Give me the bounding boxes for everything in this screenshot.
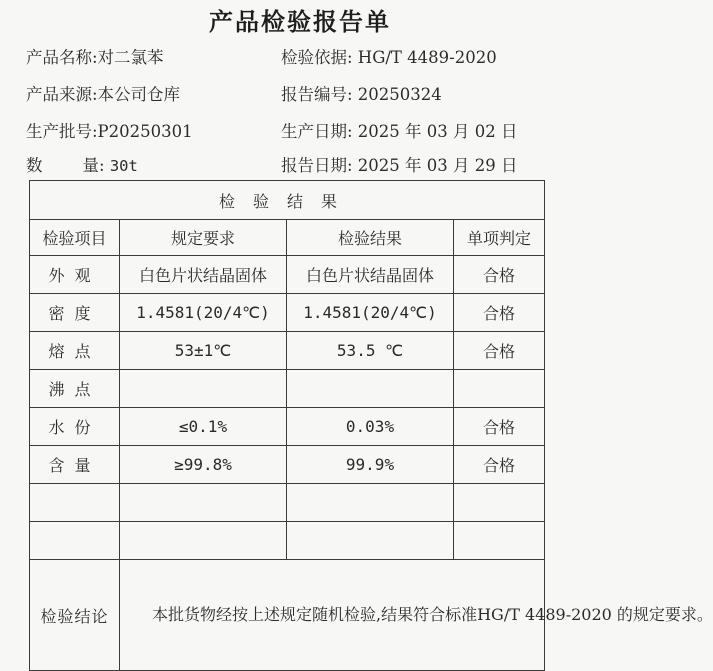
row-item: 熔点 <box>30 332 120 370</box>
row-result: 99.9% <box>287 446 454 484</box>
conclusion-text: 本批货物经按上述规定随机检验,结果符合标准HG/T 4489-2020 的规定要求。 <box>152 605 713 624</box>
row-result: 白色片状结晶固体 <box>287 256 454 294</box>
row-requirement: 1.4581(20/4℃) <box>120 294 287 332</box>
row-item: 含量 <box>30 446 120 484</box>
conclusion-label: 检验结论 <box>30 560 120 671</box>
header-result: 检验结果 <box>287 220 454 256</box>
table-row <box>30 294 545 332</box>
row-requirement <box>120 370 287 408</box>
row-result: 53.5 ℃ <box>287 332 454 370</box>
table-row <box>30 370 545 408</box>
row-requirement: 白色片状结晶固体 <box>120 256 287 294</box>
quantity-value: 30t <box>109 157 138 175</box>
header-verdict: 单项判定 <box>454 220 545 256</box>
row-item: 外观 <box>30 256 120 294</box>
table-row <box>30 446 545 484</box>
row-verdict: 合格 <box>454 446 545 484</box>
section-title: 检验结果 <box>30 181 545 220</box>
table-row <box>30 332 545 370</box>
row-requirement: ≥99.8% <box>120 446 287 484</box>
header-requirement: 规定要求 <box>120 220 287 256</box>
quantity-label-1: 数 <box>26 156 43 175</box>
inspection-standard: 检验依据: HG/T 4489-2020 <box>281 48 497 67</box>
row-item: 沸点 <box>30 370 120 408</box>
report-date: 报告日期: 2025 年 03 月 29 日 <box>281 156 518 175</box>
quantity-label-2: 量: <box>82 156 105 175</box>
results-table <box>29 180 713 671</box>
row-result <box>287 370 454 408</box>
empty-row <box>30 522 545 560</box>
conclusion-cell <box>120 560 713 671</box>
batch-number: 生产批号:P20250301 <box>26 122 193 141</box>
production-date: 生产日期: 2025 年 03 月 02 日 <box>281 122 518 141</box>
product-name: 产品名称:对二氯苯 <box>26 48 164 67</box>
empty-row <box>30 484 545 522</box>
row-verdict: 合格 <box>454 294 545 332</box>
row-verdict: 合格 <box>454 256 545 294</box>
row-item: 密度 <box>30 294 120 332</box>
quantity-field <box>26 152 138 176</box>
row-verdict: 合格 <box>454 408 545 446</box>
row-requirement: ≤0.1% <box>120 408 287 446</box>
table-row <box>30 408 545 446</box>
report-number: 报告编号: 20250324 <box>281 85 442 104</box>
row-result: 0.03% <box>287 408 454 446</box>
product-source: 产品来源:本公司仓库 <box>26 85 181 104</box>
row-item: 水份 <box>30 408 120 446</box>
row-result: 1.4581(20/4℃) <box>287 294 454 332</box>
table-row <box>30 256 545 294</box>
header-item: 检验项目 <box>30 220 120 256</box>
row-verdict: 合格 <box>454 332 545 370</box>
row-requirement: 53±1℃ <box>120 332 287 370</box>
page-title: 产品检验报告单 <box>209 7 391 36</box>
row-verdict <box>454 370 545 408</box>
